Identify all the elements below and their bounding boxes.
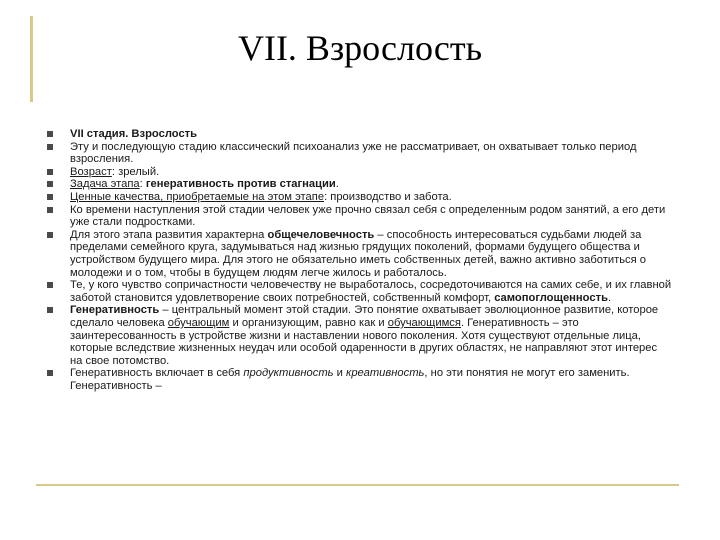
bullet-text: Эту и последующую стадию классический психоанализ уже не рассматривает, он охватывает только период взросления.: [70, 140, 637, 166]
bullet-text: . Генеративность – это заинтересованность в устройстве жизни и наставлении нового поколения. Хотя существуют отдельные лица, которые вследствие жизненных неудач или особой одаренности в других областях, не направляют этот интерес на свое потомство.: [70, 316, 658, 367]
square-bullet-icon: [47, 131, 53, 137]
end-text: .: [335, 178, 339, 191]
square-bullet-icon: [47, 207, 53, 213]
term-generativnost: Генеративность: [70, 304, 160, 317]
square-bullet-icon: [47, 181, 53, 187]
square-bullet-icon: [47, 307, 53, 313]
decorative-horizontal-line: [36, 484, 679, 486]
bullet-item: [44, 304, 672, 367]
stage-heading: VII стадия. Взрослость: [70, 128, 198, 140]
term-obshchechelovechnost: общечеловечность: [267, 228, 375, 241]
term-samopogloshchennost: самопоглощенность: [494, 291, 608, 304]
bullet-text: – центральный момент этой стадии. Это понятие охватывает эволюционное развитие, которое сделало человека: [70, 304, 659, 329]
bullet-text: Для этого этапа развития характерна: [70, 228, 268, 241]
age-label: Возраст: [70, 165, 112, 178]
term-produktivnost: продуктивность: [243, 367, 334, 380]
bullet-item: [44, 166, 672, 179]
bullet-item: [44, 229, 672, 279]
separator-text: :: [139, 178, 146, 191]
qualities-value: : производство и забота.: [324, 190, 452, 203]
square-bullet-icon: [47, 169, 53, 175]
task-value: генеративность против стагнации: [145, 178, 336, 191]
bullet-text: и: [333, 367, 347, 380]
bullet-text: Ко времени наступления этой стадии человек уже прочно связал себя с определенным родом занятий, а его дети уже стали подростками.: [70, 203, 666, 229]
qualities-label: Ценные качества, приобретаемые на этом этапе: [70, 190, 325, 203]
bullet-item: [44, 141, 672, 166]
bullet-list: [44, 128, 672, 392]
term-kreativnost: креативность: [346, 367, 425, 380]
bullet-item: [44, 128, 672, 141]
task-label: Задача этапа: [70, 178, 140, 191]
square-bullet-icon: [47, 282, 53, 288]
bullet-text: и организующим, равно как и: [229, 316, 388, 329]
square-bullet-icon: [47, 194, 53, 200]
bullet-text: Генеративность включает в себя: [70, 367, 244, 380]
bullet-text: Те, у кого чувство сопричастности человечеству не выработалось, сосредоточиваются на самих себе, и их главной заботой становится удовлетворение своих потребностей, собственный комфорт,: [70, 279, 672, 304]
bullet-item: [44, 279, 672, 304]
square-bullet-icon: [47, 370, 53, 376]
bullet-item: [44, 367, 672, 392]
slide-title: VII. Взрослость: [237, 28, 483, 68]
bullet-item: [44, 178, 672, 191]
square-bullet-icon: [47, 144, 53, 150]
term-obuchayushchimsya: обучающимся: [387, 316, 461, 329]
age-value: : зрелый.: [111, 165, 160, 178]
bullet-text: – способность интересоваться судьбами людей за пределами семейного круга, задумываться над жизнью грядущих поколений, формами будущего общества и устройством будущего мира. Для этого не обязательно иметь собственных детей, важно активно заботиться о молодежи и о том, чтобы в будущем людям легче жилось и работалось.: [70, 228, 647, 279]
bullet-item: [44, 204, 672, 229]
square-bullet-icon: [47, 232, 53, 238]
bullet-text: , но эти понятия не могут его заменить. Генеративность –: [70, 367, 630, 392]
bullet-text: .: [607, 291, 612, 304]
bullet-item: [44, 191, 672, 204]
term-obuchayushchim: обучающим: [167, 316, 230, 329]
